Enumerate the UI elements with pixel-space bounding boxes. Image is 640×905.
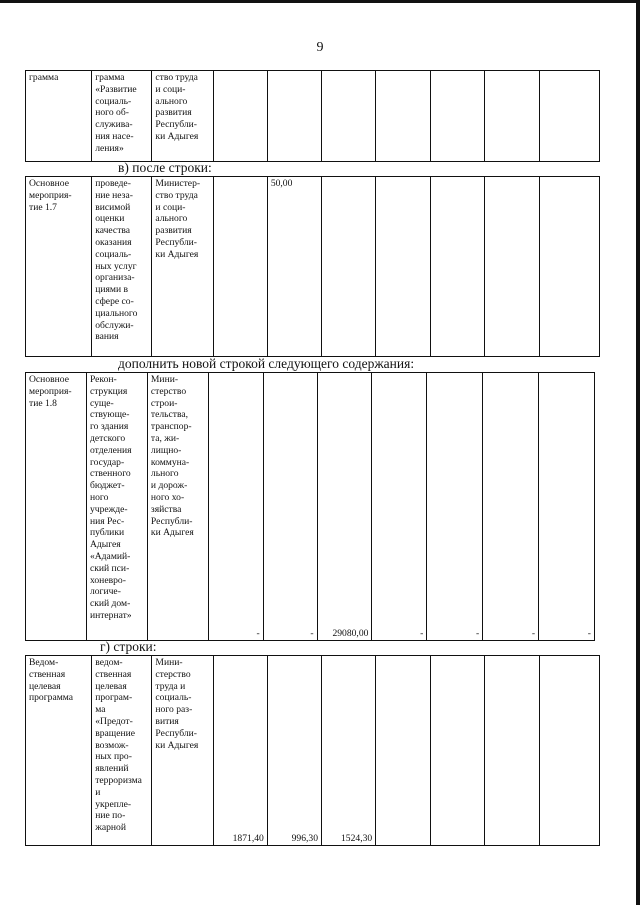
cell-code: Ведом- ственная целевая программа bbox=[26, 656, 92, 846]
table-segment-3 bbox=[25, 372, 595, 641]
cell-value bbox=[376, 177, 431, 357]
cell-value bbox=[539, 177, 599, 357]
cell-value bbox=[539, 656, 599, 846]
cell-executor: ство труда и соци- ального развития Республи- ки Адыгея bbox=[152, 71, 213, 162]
cell-value: - bbox=[427, 373, 483, 641]
cell-executor: Министер- ство труда и соци- ального развития Республи- ки Адыгея bbox=[152, 177, 213, 357]
cell-value: 996,30 bbox=[267, 656, 321, 846]
table-row bbox=[26, 177, 600, 357]
cell-executor: Мини- стерство труда и социаль- ного раз- вития Республи- ки Адыгея bbox=[152, 656, 213, 846]
cell-value bbox=[213, 71, 267, 162]
cell-value bbox=[484, 656, 539, 846]
cell-value bbox=[213, 177, 267, 357]
cell-value: 1524,30 bbox=[322, 656, 376, 846]
cell-value: 50,00 bbox=[267, 177, 321, 357]
cell-value bbox=[484, 71, 539, 162]
cell-value: - bbox=[372, 373, 427, 641]
caption-add-row: дополнить новой строкой следующего содержания: bbox=[118, 356, 415, 371]
table-segment-1 bbox=[25, 70, 600, 162]
cell-code: Основное мероприя- тие 1.7 bbox=[26, 177, 92, 357]
cell-value bbox=[431, 656, 484, 846]
cell-name: проведе- ние неза- висимой оценки качества оказания социаль- ных услуг организа- циями в сфере со- циального обслужи- вания bbox=[92, 177, 152, 357]
cell-name: ведом- ственная целевая програм- ма «Предот- вращение возмож- ных про- явлений терроризма и укрепле- ние по- жарной bbox=[92, 656, 152, 846]
cell-value: - bbox=[263, 373, 317, 641]
cell-value bbox=[322, 71, 376, 162]
cell-code: Основное мероприя- тие 1.8 bbox=[26, 373, 87, 641]
cell-name: грамма «Развитие социаль- ного об- служива- ния насе- ления» bbox=[92, 71, 152, 162]
page-frame-top bbox=[0, 0, 640, 3]
page-number: 9 bbox=[316, 40, 324, 55]
cell-value: 1871,40 bbox=[213, 656, 267, 846]
table-row bbox=[26, 373, 595, 641]
table-row bbox=[26, 656, 600, 846]
cell-value: 29080,00 bbox=[317, 373, 372, 641]
caption-after-row: в) после строки: bbox=[118, 160, 212, 175]
cell-value: - bbox=[539, 373, 595, 641]
cell-name: Рекон- струкция суще- ствующе- го здания детского отделения государ- ственного бюджет- ного учрежде- ния Рес- публики Адыгея «Адамий- ский пси- хоневро- логиче- ский дом- интернат» bbox=[86, 373, 147, 641]
table-row bbox=[26, 71, 600, 162]
cell-value: - bbox=[483, 373, 539, 641]
cell-value bbox=[431, 71, 484, 162]
cell-code: грамма bbox=[26, 71, 92, 162]
cell-value bbox=[484, 177, 539, 357]
cell-value bbox=[376, 71, 431, 162]
cell-value bbox=[431, 177, 484, 357]
cell-value: - bbox=[208, 373, 263, 641]
caption-rows: г) строки: bbox=[100, 639, 157, 654]
table-segment-4 bbox=[25, 655, 600, 846]
cell-executor: Мини- стерство строи- тельства, транспор- та, жи- лищно- коммуна- льного и дорож- ного хо- зяйства Республи- ки Адыгея bbox=[147, 373, 208, 641]
cell-value bbox=[376, 656, 431, 846]
cell-value bbox=[539, 71, 599, 162]
table-segment-2 bbox=[25, 176, 600, 357]
page-frame-right bbox=[636, 0, 640, 905]
cell-value bbox=[322, 177, 376, 357]
cell-value bbox=[267, 71, 321, 162]
